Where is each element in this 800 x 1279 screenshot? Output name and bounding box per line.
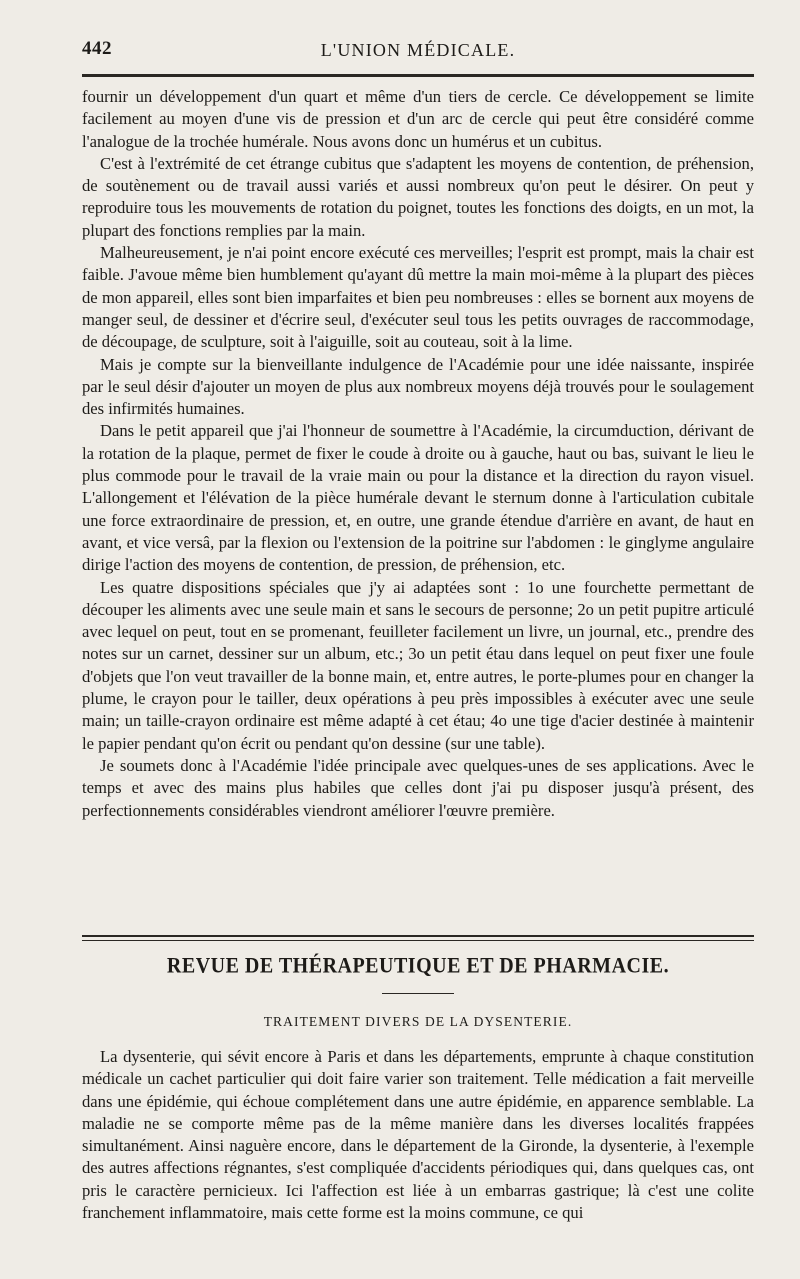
paragraph: fournir un développement d'un quart et même d'un tiers de cercle. Ce développement se limite facilement au moyen d'une vis de pression et d'un arc de cercle qui peut être considéré comme l'analogue de la trochée humérale. Nous avons donc un humérus et un cubitus. bbox=[82, 87, 754, 151]
paragraph: Mais je compte sur la bienveillante indulgence de l'Académie pour une idée naissante, inspirée par le seul désir d'ajouter un moyen de plus aux nombreux moyens déjà trouvés pour le soulagement des infirmités humaines. bbox=[82, 354, 754, 419]
section-body bbox=[82, 1046, 754, 1224]
subsection-title: TRAITEMENT DIVERS DE LA DYSENTERIE. bbox=[263, 1014, 573, 1029]
title-underline bbox=[382, 993, 454, 994]
page-number: 442 bbox=[82, 38, 112, 59]
running-title: L'UNION MÉDICALE. bbox=[320, 40, 516, 60]
section-divider-thick bbox=[82, 935, 754, 937]
section-title: REVUE DE THÉRAPEUTIQUE ET DE PHARMACIE. bbox=[166, 953, 670, 979]
page-header bbox=[82, 38, 754, 68]
paragraph: Je soumets donc à l'Académie l'idée principale avec quelques-unes de ses applications. Avec le temps et avec des mains plus habiles que celles dont j'ai pu disposer jusqu'à présent, des perfectionnements considérables viendront améliorer l'œuvre première. bbox=[82, 755, 754, 820]
paragraph: La dysenterie, qui sévit encore à Paris et dans les départements, emprunte à chaque constitution médicale un cachet particulier qui doit faire varier son traitement. Telle médication a fait merveille dans une épidémie, qui échoue complétement dans une autre épidémie, en apparence semblable. La maladie ne se comporte même pas de la même manière dans les diverses localités frappées simultanément. Ainsi naguère encore, dans le département de la Gironde, la dysenterie, à l'exemple des autres affections régnantes, s'est compliquée d'accidents périodiques qui, dans quelques cas, ont pris le caractère pernicieux. Ici l'affection est liée à un embarras gastrique; là c'est une colite franchement inflammatoire, mais cette forme est la moins commune, ce qui bbox=[82, 1047, 754, 1223]
paragraph: Les quatre dispositions spéciales que j'y ai adaptées sont : 1o une fourchette permettant de découper les aliments avec une seule main et sans le secours de personne; 2o un petit pupitre articulé avec lequel on peut, tout en se promenant, feuilleter facilement un livre, un journal, etc., prendre des notes sur un carnet, dessiner sur un album, etc.; 3o un petit étau dans lequel on peut fixer une foule d'objets que l'on veut travailler de la bonne main, et, entre autres, le porte-plumes pour en changer la plume, le crayon pour le tailler, deux opérations à peu près impossibles à exécuter avec une seule main; un taille-crayon ordinaire est même adapté à cet étau; 4o une tige d'acier destinée à maintenir le papier pendant qu'on écrit ou pendant qu'on dessine (sur une table). bbox=[82, 577, 754, 753]
paragraph: Dans le petit appareil que j'ai l'honneur de soumettre à l'Académie, la circumduction, dérivant de la rotation de la plaque, permet de fixer le coude à droite ou à gauche, haut ou bas, suivant le lieu le plus commode pour le travail de la vraie main ou pour la distance et la direction du rayon visuel. L'allongement et l'élévation de la pièce humérale devant le sternum donne à l'articulation cubitale une force extraordinaire de pression, et, en outre, une grande étendue d'arrière en avant, de haut en avant, et vice versâ, par la flexion ou l'extension de la poitrine sur l'abdomen : le ginglyme angulaire dirige l'action des moyens de contention, de pression, de préhension, etc. bbox=[82, 421, 754, 575]
paragraph: C'est à l'extrémité de cet étrange cubitus que s'adaptent les moyens de contention, de préhension, de soutènement ou de travail aussi variés et aussi nombreux qu'on peut le désirer. On peut y reproduire tous les mouvements de rotation du poignet, toutes les fonctions des doigts, en un mot, la plupart des fonctions remplies par la main. bbox=[82, 153, 754, 240]
header-rule bbox=[82, 74, 754, 77]
article-body bbox=[82, 86, 754, 822]
section-divider-thin bbox=[82, 940, 754, 941]
paragraph: Malheureusement, je n'ai point encore exécuté ces merveilles; l'esprit est prompt, mais la chair est faible. J'avoue même bien humblement qu'ayant dû mettre la main moi-même à la plupart des pièces de mon appareil, elles sont bien imparfaites et bien peu nombreuses : elles se bornent aux moyens de manger seul, de dessiner et d'écrire seul, d'exécuter seul tous les petits ouvrages de raccommodage, de découpage, de sculpture, soit à l'aiguille, soit au couteau, soit à la lime. bbox=[82, 243, 754, 352]
